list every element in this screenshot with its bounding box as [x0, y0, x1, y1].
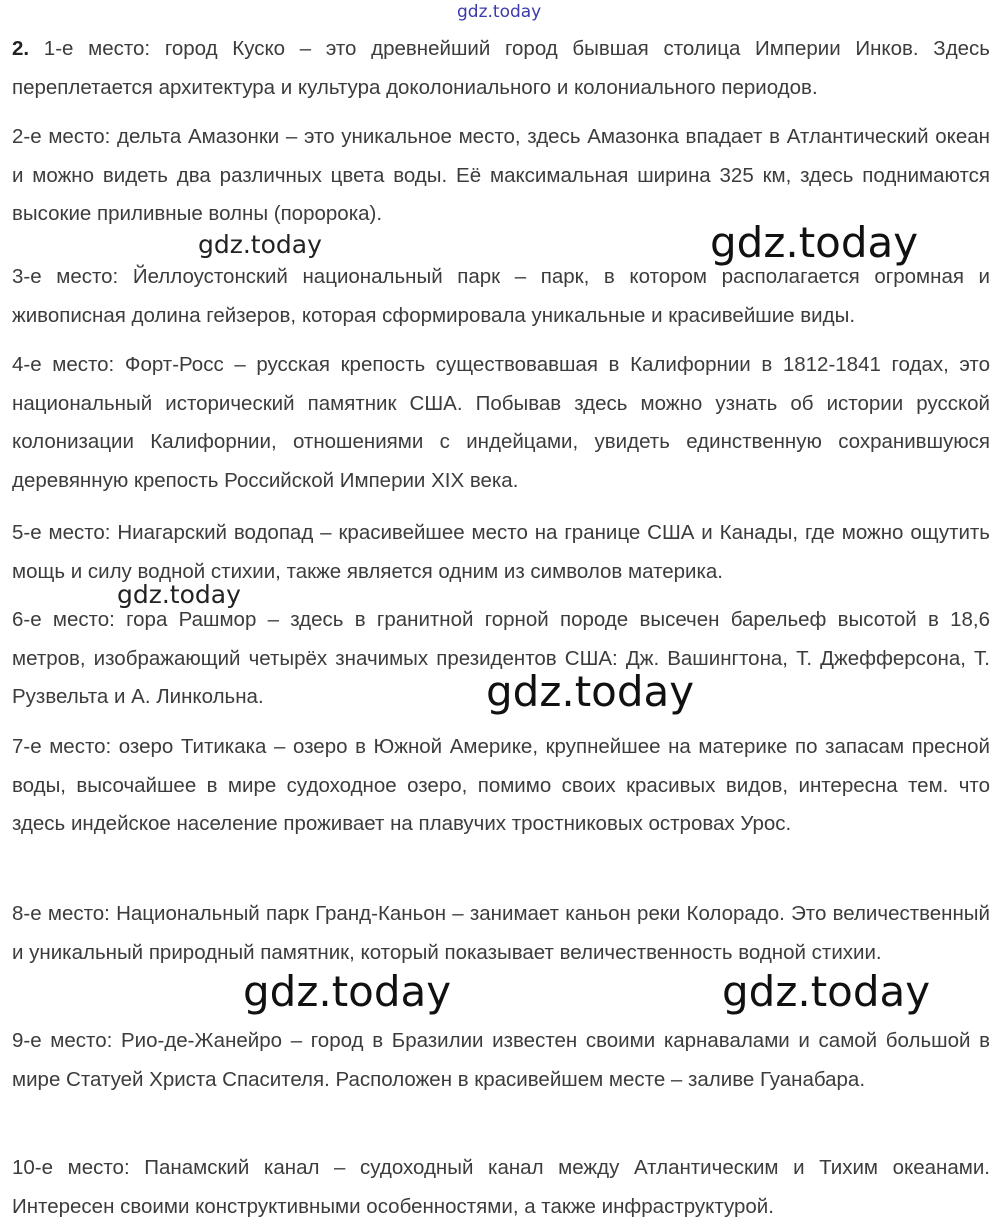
watermark: gdz.today — [243, 967, 452, 1016]
paragraph-10: 10-е место: Панамский канал – судоходный канал между Атлантическим и Тихим океанами. Интересен своими конструктивными особенностями, а также инфраструктурой. — [12, 1156, 990, 1218]
paragraph-9: 9-е место: Рио-де-Жанейро – город в Бразилии известен своими карнавалами и самой большой в мире Статуей Христа Спасителя. Расположен в красивейшем месте – заливе Гуанабара. — [12, 1029, 990, 1091]
paragraph-3: 3-е место: Йеллоустонский национальный парк – парк, в котором располагается огромная и живописная долина гейзеров, которая сформировала уникальные и красивейшие виды. — [12, 265, 990, 327]
paragraph-7: 7-е место: озеро Титикака – озеро в Южной Америке, крупнейшее на материке по запасам пресной воды, высочайшее в мире судоходное озеро, помимо своих красивых видов, интересна тем. что здесь индейское население проживает на плавучих тростниковых островах Урос. — [12, 735, 990, 836]
task-number: 2. — [12, 37, 30, 60]
watermark: gdz.today — [117, 580, 241, 609]
paragraph-1 — [12, 30, 990, 107]
paragraph-5: 5-е место: Ниагарский водопад – красивейшее место на границе США и Канады, где можно ощутить мощь и силу водной стихии, также является одним из символов материка. — [12, 521, 990, 583]
watermark: gdz.today — [710, 218, 919, 267]
paragraph-2: 2-е место: дельта Амазонки – это уникальное место, здесь Амазонка впадает в Атлантический океан и можно видеть два различных цвета воды. Её максимальная ширина 325 км, здесь поднимаются высокие приливные волны (поророка). — [12, 125, 990, 226]
watermark: gdz.today — [198, 230, 322, 259]
paragraph-4: 4-е место: Форт-Росс – русская крепость существовавшая в Калифорнии в 1812-1841 годах, это национальный исторический памятник США. Побывав здесь можно узнать об истории русской колонизации Калифорнии, отношениями с индейцами, увидеть единственную сохранившуюся деревянную крепость Российской Империи XIX века. — [12, 353, 990, 493]
paragraph-8: 8-е место: Национальный парк Гранд-Каньон – занимает каньон реки Колорадо. Это величественный и уникальный природный памятник, который показывает величественность водной стихии. — [12, 902, 990, 964]
watermark: gdz.today — [722, 967, 931, 1016]
watermark-top: gdz.today — [457, 2, 542, 22]
paragraph-6: 6-е место: гора Рашмор – здесь в гранитной горной породе высечен барельеф высотой в 18,6 метров, изображающий четырёх значимых президентов США: Дж. Вашингтона, Т. Джефферсона, Т. Рузвельта и А. Линкольна. — [12, 608, 990, 709]
paragraph-text: 1-е место: город Куско – это древнейший город бывшая столица Империи Инков. Здесь переплетается архитектура и культура доколониального и колониального периодов. — [12, 37, 990, 99]
watermark: gdz.today — [486, 667, 695, 716]
